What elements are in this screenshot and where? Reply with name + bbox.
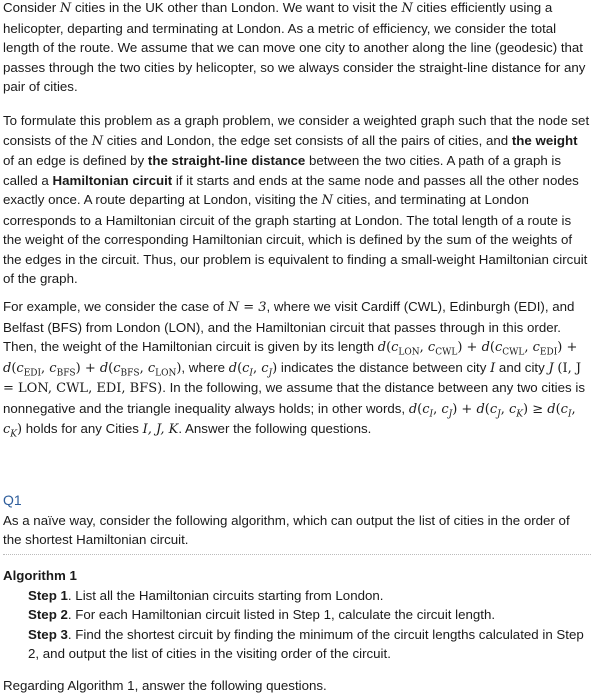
math-n: N [59,1,72,16]
algorithm-block [3,566,591,664]
step-text: . For each Hamiltonian circuit listed in Step 1, calculate the circuit length. [67,607,496,622]
bold-term: the straight-line distance [147,153,306,168]
bold-term: the weight [511,132,578,148]
step-text: . Find the shortest circuit by finding the minimum of the circuit lengths calculated in Step 2, and output the list of cities in the visiting order of the circuit. [28,626,584,661]
math-city-set: (I, J = LON, CWL, EDI, BFS) [3,360,582,396]
algorithm-step [28,605,591,625]
math-n: N [91,133,104,149]
text-run: . In the following, we assume that the distance between any two cities is nonnegative and the triangle inequality always holds; in other words, [3,380,585,416]
text-run: . Answer the following questions. [178,421,372,436]
math-n: N [401,1,413,16]
text-run: To formulate this problem as a graph problem, we consider a weighted graph such that the node set consists of the [3,113,590,148]
text-run: Consider [3,0,60,15]
algorithm-title-text: Algorithm 1 [3,568,77,583]
formula-distance: $d(c_I$, $c_J$) [228,360,278,379]
bold-term: Hamiltonian circuit [52,172,173,188]
formula-circuit-length: $d(c_{LON}$, $c_{CWL}) + d(c_{CWL}$, $c_{EDI}) + d(c_{EDI}$, $c_{BFS}) + d(c_{BFS}$, $c_{LON}$) [3,340,578,379]
math-j: J [548,360,554,376]
algorithm-steps [3,586,591,664]
step-text: . List all the Hamiltonian circuits starting from London. [67,587,384,603]
step-label: Step 1 [28,587,68,603]
text-run: , where we visit Cardiff (CWL), Edinburgh (EDI), and Belfast (BFS) from London (LON), and the Hamiltonian circuit that passes through in this order. Then, the weight of the Hamiltonian circuit is given by its length [3,299,575,354]
step-label: Step 3 [28,626,68,642]
formula-triangle-inequality: $d(c_I$, $c_J) + d(c_J$, $c_K) \ge d(c_I$, $c_K$) [3,401,576,440]
graph-formulation-paragraph [3,111,591,289]
math-i: I [490,360,496,376]
text-run: cities and London, the edge set consists of all the pairs of cities, and [103,132,512,148]
text-run: For example, we consider the case of [3,299,228,314]
math-n: N [321,193,333,208]
text-run: between the two cities. A path of a graph is called a [3,153,562,188]
math-ijk: I, J, K [142,422,179,437]
algorithm-step [28,586,591,606]
text-run: indicates the distance between city [277,359,491,375]
text-run: cities in the UK other than London. We want to visit the [71,0,402,15]
intro-paragraph [3,0,591,97]
text-run: cities, and terminating at London corresponds to a Hamiltonian circuit of the graph starting at London. The total length of a route is the weight of the corresponding Hamiltonian circuit, which is defined by the sum of the weights of the edges in the circuit. Thus, our problem is equivalent to finding a small-weight Hamiltonian circuit of the graph. [3,192,588,286]
text-run: holds for any Cities [22,421,143,436]
example-paragraph [3,297,591,440]
divider [3,554,591,555]
text-run: , where [181,359,229,375]
step-label: Step 2 [28,607,68,622]
math-n-equals: N = 3 [227,300,267,315]
text-run: cities efficiently using a helicopter, departing and terminating at London. As a metric of efficiency, we consider the total length of the route. We assume that we can move one city to another along the line (geodesic) that passes through the two cities by helicopter, so we always consider the straight-line distance for any pair of cities. [3,0,586,94]
algorithm-step [28,625,591,664]
question-1 [3,491,591,550]
question-title: Q1 [3,492,22,508]
text-run: if it starts and ends at the same node and passes all the other nodes exactly once. A route departing at London, visiting the [3,172,579,207]
text-run: and city [495,359,549,375]
text-run: of an edge is defined by [3,153,148,168]
closing-text: Regarding Algorithm 1, answer the following questions. [3,678,327,693]
algorithm-title [3,566,591,586]
question-text: As a naïve way, consider the following algorithm, which can output the list of cities in the order of the shortest Hamiltonian circuit. [3,512,570,547]
